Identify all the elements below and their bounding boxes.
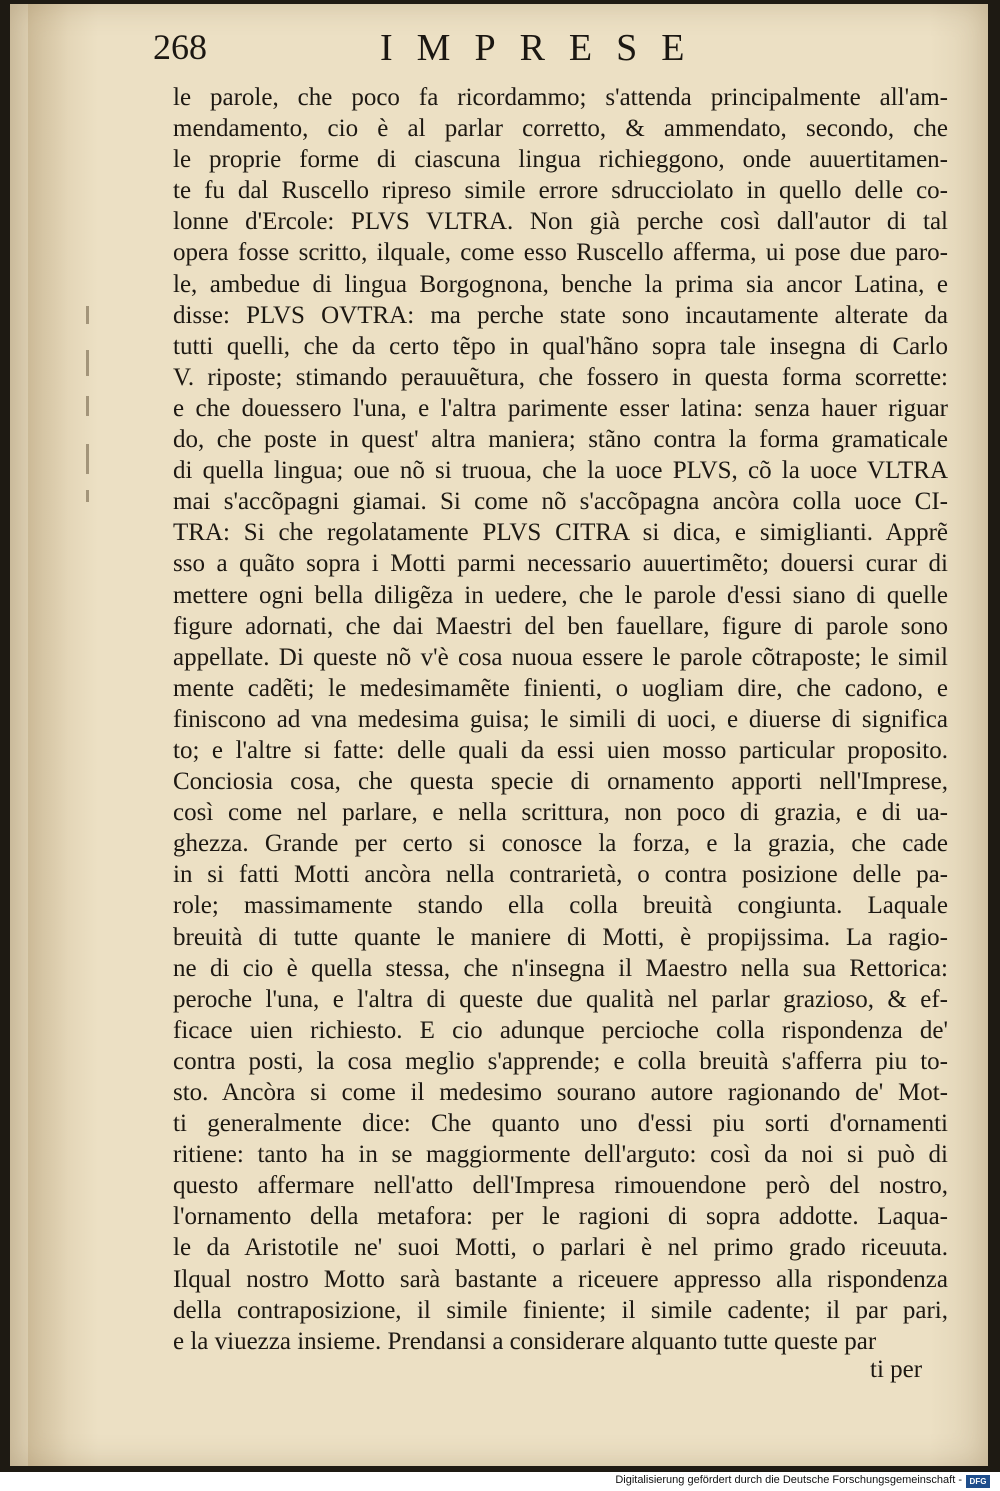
text-line: do, che poste in quest' altra maniera; stãno contra la forma gramaticale <box>173 426 948 454</box>
catchword: ti per <box>870 1356 923 1383</box>
text-line: finiscono ad vna medesima guisa; le simili di uoci, e diuerse di significa <box>173 705 948 733</box>
text-line: Conciosia cosa, che questa specie di ornamento apporti nell'Imprese, <box>173 768 948 796</box>
text-line: della contraposizione, il simile finiente; il simile cadente; il par pari, <box>173 1296 948 1324</box>
text-line: e la viuezza insieme. Prendansi a considerare alquanto tutte queste par <box>173 1327 877 1355</box>
page-gutter <box>28 4 98 1466</box>
book-page <box>10 4 988 1466</box>
text-line: le proprie forme di ciascuna lingua richieggono, onde auuertitamen- <box>173 146 948 174</box>
text-line: lonne d'Ercole: PLVS VLTRA. Non già perche così dall'autor di tal <box>173 208 948 236</box>
text-line: le da Aristotile ne' suoi Motti, o parlari è nel primo grado riceuuta. <box>173 1234 948 1262</box>
text-line: te fu dal Ruscello ripreso simile errore sdrucciolato in quello delle co- <box>173 177 948 205</box>
text-line: mai s'accõpagni giamai. Si come nõ s'accõpagna ancòra colla uoce CI- <box>173 488 948 516</box>
text-line: breuità di tutte quante le maniere di Motti, è propijssima. La ragio- <box>173 923 948 951</box>
margin-mark <box>86 490 89 502</box>
text-line: ritiene: tanto ha in se maggiormente dell'arguto: così da noi si può di <box>173 1141 948 1169</box>
text-line: contra posti, la cosa meglio s'apprende; e colla breuità s'afferra piu to- <box>173 1047 948 1075</box>
margin-mark <box>86 306 89 324</box>
text-line: V. riposte; stimando perauuẽtura, che fossero in questa forma scorrette: <box>173 363 948 391</box>
text-line: Ilqual nostro Motto sarà bastante a riceuere appresso alla rispondenza <box>173 1265 948 1293</box>
text-line: e che douessero l'una, e l'altra parimente esser latina: senza hauer riguar <box>173 394 948 422</box>
text-line: mettere ogni bella diligẽza in uedere, che le parole d'essi siano di quelle <box>173 581 948 609</box>
text-line: le parole, che poco fa ricordammo; s'attenda principalmente all'am- <box>173 84 948 111</box>
text-line: ne di cio è quella stessa, che n'insegna il Maestro nella sua Rettorica: <box>173 954 948 982</box>
margin-mark <box>86 396 89 416</box>
text-line: di quella lingua; oue nõ si truoua, che la uoce PLVS, cõ la uoce VLTRA <box>173 457 948 485</box>
text-line: peroche l'una, e l'altra di queste due qualità nel parlar grazioso, & ef- <box>173 985 948 1013</box>
text-line: mente cadẽti; le medesimamẽte finienti, o uogliam dire, che cadono, e <box>173 674 948 702</box>
running-head: IMPRESE <box>380 27 709 69</box>
text-line: figure adornati, che dai Maestri del ben fauellare, figure di parole sono <box>173 612 948 640</box>
funding-credit: Digitalisierung gefördert durch die Deutsche Forschungsgemeinschaft - <box>615 1474 962 1486</box>
text-line: disse: PLVS OVTRA: ma perche state sono incautamente alterate da <box>173 301 948 329</box>
text-line: ghezza. Grande per certo si conosce la forza, e la grazia, che cade <box>173 830 948 858</box>
text-line: sto. Ancòra si come il medesimo sourano autore ragionando de' Mot- <box>173 1079 948 1106</box>
text-line: ti generalmente dice: Che quanto uno d'essi piu sorti d'ornamenti <box>173 1110 948 1138</box>
text-line: le, ambedue di lingua Borgognona, benche la prima sia ancor Latina, e <box>173 270 948 298</box>
text-line: opera fosse scritto, ilquale, come esso Ruscello afferma, ui pose due paro- <box>173 239 948 267</box>
text-line: to; e l'altre si fatte: delle quali da essi uien mosso particular proposito. <box>173 736 948 764</box>
text-line: appellate. Di queste nõ v'è cosa nuoua essere le parole cõtraposte; le simil <box>173 643 948 671</box>
footer-bar <box>0 1472 1000 1491</box>
text-line: in si fatti Motti ancòra nella contrarietà, o contra posizione delle pa- <box>173 861 948 889</box>
text-line: questo affermare nell'atto dell'Impresa rimouendone però del nostro, <box>173 1172 948 1200</box>
text-line: ficace uien richiesto. E cio adunque percioche colla rispondenza de' <box>173 1016 948 1044</box>
dfg-logo-icon: DFG <box>966 1475 990 1488</box>
margin-mark <box>86 350 89 376</box>
text-line: TRA: Si che regolatamente PLVS CITRA si dica, e simiglianti. Apprẽ <box>173 519 948 547</box>
text-line: l'ornamento della metafora: per le ragioni di sopra addotte. Laqua- <box>173 1203 948 1231</box>
page-number: 268 <box>153 27 207 67</box>
text-line: role; massimamente stando ella colla breuità congiunta. Laquale <box>173 892 948 920</box>
text-line: così come nel parlare, e nella scrittura, non poco di grazia, e di ua- <box>173 799 948 827</box>
text-line: mendamento, cio è al parlar corretto, & ammendato, secondo, che <box>173 115 948 143</box>
body-text <box>173 82 948 1357</box>
margin-mark <box>86 444 89 474</box>
text-line: tutti quelli, che da certo tẽpo in qual'hãno sopra tale insegna di Carlo <box>173 332 948 360</box>
text-line: sso a quãto sopra i Motti parmi necessario auuertimẽto; douersi curar di <box>173 550 948 578</box>
